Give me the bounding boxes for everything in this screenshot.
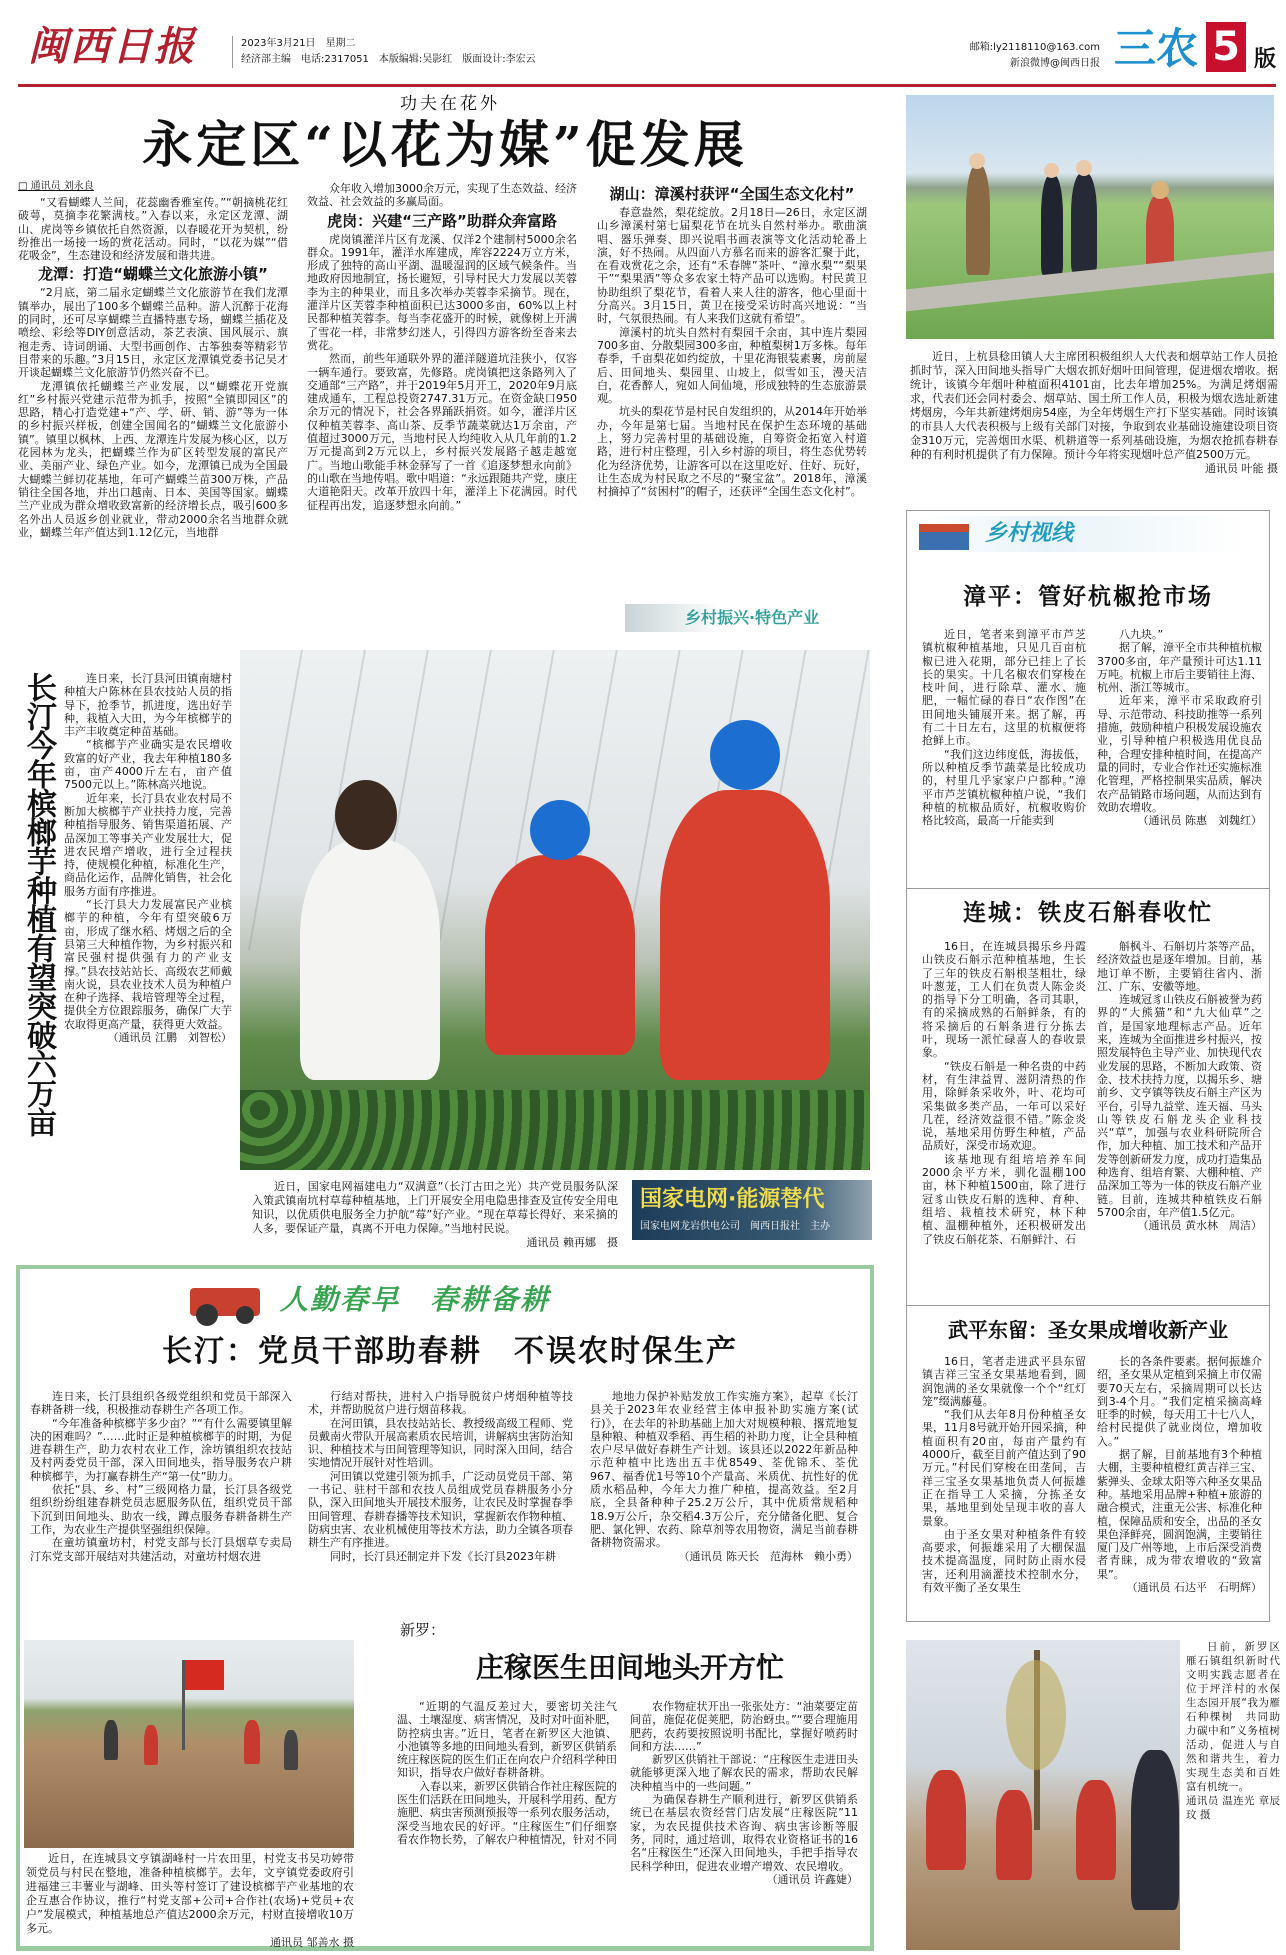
issue-date: 2023年3月21日 星期二 (241, 38, 356, 49)
paragraph: “我们这边纬度低，海拔低，所以种植反季节蔬菜是比较成功的，村里几乎家家户户都种。”漳平市芦芝镇杭椒种植户说，“我们种植的杭椒品质好，杭椒收购价格比较高，最高一斤能卖到 (922, 747, 1086, 828)
photo-credit: 通讯员 叶能 摄 (1205, 462, 1278, 475)
email: 邮箱:ly2118110@163.com (969, 42, 1100, 53)
paragraph: 据了解，漳平全市共种植杭椒3700多亩，年产量预计可达1.11万吨。杭椒上市后主要销往上海、杭州、浙江等城市。 (1097, 641, 1262, 695)
paragraph: “今年准备种槟榔芋多少亩？”“有什么需要镇里解决的困难吗？”……此时正是种植槟榔芋的时期，为促进春耕生产，助力农村农业工作，涂坊镇组织农技站及村两委党员干部，深入田间地头，指导服务农户耕种槟榔芋，为打赢春耕生产“第一仗”助力。 (30, 1416, 292, 1483)
tobacco-field-photo (906, 95, 1274, 339)
changting-column-2 (308, 1390, 573, 1618)
byline: （通讯员 陈天长 范海林 赖小勇） (678, 1549, 858, 1563)
lead-kicker: 功夫在花外 (400, 94, 500, 114)
page-suffix: 版 (1253, 47, 1276, 72)
tree-planting-photo (906, 1640, 1180, 1950)
tractor-icon (190, 1288, 260, 1316)
lead-column-1 (18, 196, 288, 636)
liancheng-headline: 连城：铁皮石斛春收忙 (963, 899, 1213, 926)
editor-info: 经济部主编 电话:2317051 本版编辑:吴影红 版面设计:李宏云 (241, 54, 536, 65)
zhangping-column-2 (1097, 628, 1262, 883)
photo-credit: 通讯员 赖再娜 摄 (526, 1236, 618, 1249)
byline: （通讯员 江鹏 刘智松） (107, 1031, 232, 1045)
paragraph: 连日来，长汀县组织各级党组织和党员干部深入春耕备耕一线，积极推动春耕生产各项工作。 (30, 1390, 292, 1417)
changting-column-3 (590, 1390, 858, 1618)
byline: （通讯员 石达平 石明辉） (1126, 1581, 1262, 1595)
paragraph: 虎岗镇灌洋片区有龙溪、仅洋2个建制村5000余名群众。1991年，灌洋水库建成，库容2224万立方米，形成了独特的高山平湖、温暖湿润的区域气候条件。当地政府因地制宜，扬长避短，引导村民大力发展以芙蓉李为主的种果业，而且多次举办芙蓉李采摘节。现在，灌洋片区芙蓉李种植面积已达3000多亩，60%以上村民都种植芙蓉李。每当李花盛开的时候，就像树上开满了雪花一样，非常梦幻迷人，引得四方游客纷至沓来去赏花。 (307, 232, 577, 352)
paragraph: 农作物症状开出一张张处方：“油菜要定苗间苗，施促花促荚肥，防治蚜虫。”“要合理施用肥药，农药要按照说明书配比，掌握好喷药时间和方法……” (630, 1700, 858, 1753)
paragraph: “近期的气温反差过大，要密切关注气温、土壤湿度、病害情况，及时对叶面补肥，防控病虫害。”近日，笔者在新罗区大池镇、小池镇等多地的田间地头看到，新罗区供销系统庄稼医院的医生们正在向农户介绍科学种田知识，指导农户做好春耕备耕。 (397, 1700, 617, 1780)
spring-banner (180, 1278, 600, 1322)
page-number: 5 (1206, 22, 1246, 72)
liancheng-column-1 (922, 940, 1086, 1298)
paragraph: 16日，笔者走进武平县东留镇吉祥三宝圣女果基地看到，圆润饱满的圣女果就像一个个“红灯笼”缀满藤蔓。 (922, 1355, 1086, 1408)
paragraph: 八九块。” (1119, 628, 1164, 641)
xinluo-kicker: 新罗： (400, 1621, 446, 1639)
divider (906, 1305, 1270, 1306)
paragraph: 近年来，长汀县农业农村局不断加大槟榔芋产业扶持力度，完善种植指导服务、销售渠道拓展、产品深加工等事关产业发展壮大，促进农民增产增收，进行全过程扶持，使规模化种植，标准化生产，商品化运作，品牌化销售，社会化服务方面有序推进。 (64, 791, 232, 898)
rural-view-banner (915, 516, 1245, 552)
paragraph: 然而，前些年通联外界的灌洋隧道坑洼狭小，仅容一辆车通行。要致富，先修路。虎岗镇把这条路列入了交通部“三产路”，并于2019年5月开工，2020年9月底建成通车，工程总投资2747.31万元。在资金缺口950余万元的情况下，社会各界踊跃捐资。如今，灌洋片区仅种植芙蓉李、高山茶、反季节蔬菜就达1万余亩，产值超过3000万元，当地村民人均纯收入从几年前的1.2万元提高到2万元以上，乡村振兴发展路子越走越宽广。当地山歌能手林金驿写了一首《追逐梦想永向前》的山歌在当地传唱。歌中唱道：“永远跟随共产党，康庄大道艳阳天。改革开放四十年，灌洋上下花满园。时代征程再出发，追逐梦想永向前。” (307, 352, 577, 512)
paragraph: 斛枫斗、石斛切片茶等产品，经济效益也是逐年增加。目前，基地订单不断，主要销往省内、浙江、广东、安徽等地。 (1097, 940, 1262, 993)
caption-text: 近日，国家电网福建电力“双满意”（长汀古田之光）共产党员服务队深入策武镇南坑村草莓种植基地，上门开展安全用电隐患排查及宣传安全用电知识，以优质供电服务全力护航“莓”好产业。“现在草莓长得好、来采摘的人多，要保证产量，真离不开电力保障。”当地村民说。 (252, 1180, 618, 1235)
xinluo-column-2 (630, 1700, 858, 1944)
xinluo-headline: 庄稼医生田间地头开方忙 (475, 1651, 784, 1684)
party-flag-icon (184, 1660, 224, 1690)
taro-headline: 长汀今年槟榔芋种植有望突破六万亩 (21, 672, 56, 1136)
house-icon (919, 524, 969, 550)
section-header (970, 22, 1276, 72)
banner-text: 人勤春早 春耕备耕 (280, 1283, 551, 1316)
paragraph: “槟榔芋产业确实是农民增收致富的好产业，我去年种植180多亩，亩产4000斤左右，亩产值7500元以上。”陈林高兴地说。 (64, 738, 232, 792)
strawberry-photo-caption (252, 1180, 618, 1250)
taro-article (18, 672, 232, 1262)
caption-text: 近日，上杭县稔田镇人大主席团积极组织人大代表和烟草站工作人员抢抓时节，深入田间地头指导广大烟农抓好烟叶田间管理，促进烟农增收。据统计，该镇今年烟叶种植面积4101亩，比去年增加25%。为满足烤烟需求，代表们还会同村委会、烟草站、国土所工作人员，积极为烟农选址新建烤烟房，今年共新建烤烟房54座，为全年烤烟生产打下坚实基础。同时该镇的市县人大代表积极与上级有关部门对接，争取到农业基础设施建设项目资金310万元，完善烟田水渠、机耕道等一系列基础设施，为烟农抢抓春耕春种的有利时机提供了有力保障。预计今年将实现烟叶总产值2500万元。 (910, 350, 1278, 461)
paragraph: “又看蝴蝶人兰间，花蕊幽香雅室传。”“朝摘桃花红破萼，莫摘李花繁满枝。”入春以来，永定区龙潭、湖山、虎岗等乡镇依托自然资源，以春暖花开为契机，纷纷推出一场接一场的赏花活动。同时，“以花为媒”“借花吸金”，生态建设和经济发展和谐共进。 (18, 196, 288, 263)
lead-column-3 (597, 182, 867, 600)
ad-title: 国家电网·能源替代 (640, 1187, 825, 1212)
paragraph: 河田镇以党建引领为抓手，广泛动员党员干部、第一书记、驻村干部和农技人员组成党员春耕服务小分队，深入田间地头开展技术服务，让农民及时掌握春季田间管理、春耕春播等技术知识，掌握新农作物种植、防病虫害、农业机械使用等技术方法，助力全镇各项春耕生产有序推进。 (308, 1469, 573, 1550)
wuping-headline: 武平东留：圣女果成增收新产业 (948, 1318, 1228, 1342)
banner-text: 乡村视线 (985, 521, 1074, 546)
tobacco-photo-caption (910, 350, 1278, 476)
wuping-column-1 (922, 1355, 1086, 1617)
photo-credit: 通讯员 温连光 章辰玟 摄 (1186, 1795, 1280, 1821)
masthead-rule (18, 84, 1276, 87)
lead-column-2 (307, 182, 577, 636)
paragraph: “长汀县大力发展富民产业槟榔芋的种植，今年有望突破6万亩，形成了继水稻、烤烟之后的全县第三大种植作物，为乡村振兴和富民强村提供强有力的产业支撑。”县农技站站长、高级农艺师戴南火说，县农业技术人员为种植户在种子选择、栽培管理等全过程，提供全方位跟踪服务，确保广大芋农取得更高产量，获得更大效益。 (64, 898, 232, 1031)
column-label (625, 604, 865, 632)
paragraph: 新罗区供销社干部说：“庄稼医生走进田头就能够更深入地了解农民的需求，帮助农民解决种植当中的一些问题。” (630, 1753, 858, 1793)
liancheng-column-2 (1097, 940, 1262, 1298)
issue-info (232, 36, 536, 68)
divider (906, 888, 1270, 889)
tree-photo-caption (1186, 1640, 1280, 1822)
column-label-text: 乡村振兴·特色产业 (685, 608, 820, 627)
paragraph: 龙潭镇依托蝴蝶兰产业发展，以“蝴蝶花开党旗红”乡村振兴党建示范带为抓手，按照“全镇即园区”的思路，精心打造党建+“产、学、研、销、游”等为一体的乡村振兴样板，创建全国闻名的“蝴蝶兰文化旅游小镇”。镇里以枫林、上西、龙潭连片发展为核心区，以万花园林为龙头，把蝴蝶兰作为矿区转型发展的富民产业、美丽产业、绿色产业。如今，龙潭镇已成为全国最大蝴蝶兰鲜切花基地，年可产蝴蝶兰苗300万株，产品销往全国各地，并出口越南、日本、美国等国家。蝴蝶兰产业成为群众增收致富新的经济增长点，吸引600多名外出人员返乡创业就业，带动2000余名当地群众就业，蝴蝶兰年产值达到1.12亿元，当地群 (18, 379, 288, 539)
paragraph: 为确保春耕生产顺利进行，新罗区供销系统已在基层农资经营门店发展“庄稼医院”11家，为农民提供技术咨询、病虫害诊断等服务，同时，通过培训，取得农业资格证书的16名“庄稼医生”还深入田间地头，手把手指导农民科学种田，促进农业增产增效、农民增收。 (630, 1793, 858, 1873)
zhangping-headline: 漳平：管好杭椒抢市场 (963, 583, 1213, 610)
xinluo-column-1 (397, 1700, 617, 1944)
paragraph: 漳溪村的坑头自然村有梨园千余亩，其中连片梨园700多亩、分散梨园300多亩，种植梨树1万多株。每年春季，千亩梨花如约绽放，十里花海银装素裹，房前屋后、田间地头、梨园里、山坡上，似雪如玉，漫天洁白，花香醉人，宛如人间仙境，形成独特的生态旅游景观。 (597, 325, 867, 406)
contact-info (970, 40, 1100, 72)
subheading: 湖山：漳溪村获评“全国生态文化村” (609, 185, 855, 203)
section-name: 三农 (1113, 24, 1198, 73)
paragraph: 在童坊镇童坊村，村党支部与长汀县烟草专卖局汀东党支部开展结对共建活动，对童坊村烟农进 (30, 1536, 292, 1563)
subheading: 虎岗：兴建“三产路”助群众奔富路 (327, 211, 557, 230)
caption-text: 日前，新罗区雁石镇组织新时代文明实践志愿者在位于坪洋村的水保生态园开展“我为雁石种棵树 共同助力碳中和”义务植树活动，促进人与自然和谐共生，着力实现生态美和百姓富有机统一。 (1186, 1641, 1280, 1793)
changting-headline: 长汀：党员干部助春耕 不误农时保生产 (162, 1334, 738, 1369)
paragraph: 坑头的梨花节是村民自发组织的，从2014年开始举办，今年是第七届。当地村民在保护生态环境的基础上，努力完善村里的基础设施，自筹资金拓宽入村道路，进行村庄整理，引入乡村游的项目，将生态优势转化为经济优势，让游客可以在这里吃好、住好、玩好，让生态成为村民取之不尽的“聚宝盆”。2018年，漳溪村摘掉了“贫困村”的帽子，还获评“全国生态文化村”。 (597, 405, 867, 499)
paragraph: 地地力保护补贴发放工作实施方案》，起草《长汀县关于2023年农业经营主体申报补助实施方案(试行)》，在去年的补助基础上加大对规模种粮、撂荒地复垦种粮、种植双季稻、再生稻的补助力度，让全县种植农户尽早做好春耕生产计划。该县还以2022年新品种示范种植中比选出五丰优8549、荃优锦禾、荃优967、福香优1号等10个产量高、米质优、抗性好的优质水稻品种，今年大力推广种植，提高效益。至2月底，全县备种种子25.2万公斤，其中优质常规稻种18.9万公斤，杂交稻4.3万公斤，充分储备化肥、复合肥、氯化钾、农药、除草剂等农用物资，满足当前春耕备耕物资需求。 (590, 1390, 858, 1550)
newspaper-logo: 闽西日报 (28, 23, 196, 70)
paragraph: 据了解，目前基地有3个种植大棚，主要种植橙红黄吉祥三宝、紫弹头、金球太阳等六种圣女果品种。基地采用品牌+种植+旅游的融合模式，注重无公害、标准化种植，保障品质和安全，出品的圣女果色泽鲜亮，圆润饱满，主要销往厦门及广州等地，上市后深受消费者青睐，成为带农增收的“致富果”。 (1097, 1448, 1262, 1581)
paragraph: 连日来，长汀县河田镇南塘村种植大户陈林在县农技站人员的指导下，抢季节，抓进度，选出好芋种，栽植入大田，为今年槟榔芋的丰产丰收奠定种苗基础。 (64, 672, 232, 739)
paragraph: 由于圣女果对种植条件有较高要求，何振雄采用了大棚保温技术提高温度，同时防止雨水侵害，还利用滴灌技术控制水分，有效平衡了圣女果生 (922, 1527, 1086, 1595)
lead-byline: □ 通讯员 刘永良 (18, 181, 94, 192)
byline: （通讯员 陈惠 刘魏红） (1137, 814, 1262, 828)
photo-credit: 通讯员 邹善水 摄 (270, 1936, 354, 1949)
byline: （通讯员 许鑫婕） (766, 1872, 858, 1886)
state-grid-ad[interactable] (632, 1180, 872, 1240)
subheading: 龙潭：打造“蝴蝶兰文化旅游小镇” (38, 265, 268, 284)
paragraph: “铁皮石斛是一种名贵的中药材，有生津益胃、滋阴清热的作用，除鲜条采收外，叶、花均可采集做多类产品，一年可以采好几茬，经济效益很不错。”陈金炎说，基地采用仿野生种植，产品品质好，深受市场欢迎。 (922, 1059, 1086, 1153)
taro-field-photo (24, 1640, 354, 1848)
caption-text: 近日，在连城县文亨镇湖峰村一片农田里，村党支书吴功婷带领党员与村民在整地，准备种植槟榔芋。去年，文亨镇党委政府引进福建三丰薯业与湖峰、田头等村签订了建设槟榔芋产业基地的农企互惠合作协议，推行“村党支部+公司+合作社(农场)+党员+农户”发展模式，种植基地总产值达2000余万元，村财直接增收10万多元。 (26, 1852, 354, 1935)
paragraph: 16日，在连城县揭乐乡丹霞山铁皮石斛示范种植基地，生长了三年的铁皮石斛根茎粗壮，绿叶葱茏，工人们在负责人陈金炎的指导下分工明确，各司其职，有的采摘成熟的石斛鲜条，有的将采摘后的石斛条进行分拣去叶，现场一派忙碌喜人的春收景象。 (922, 940, 1086, 1060)
paragraph: 春意盎然，梨花绽放。2月18日—26日，永定区湖山乡漳溪村第七届梨花节在坑头自然村举办。歌曲演唱、器乐弹奏、即兴说唱书画表演等文化活动轮番上演，好不热闹。从四面八方慕名而来的游客汇聚于此，在看戏赏花之余，还有“禾春牌”茶叶、“漳水梨”“梨果干”“梨果酒”等众多农家土特产品可以选购。村民黄卫协助组织了梨花节，看着人来人往的游客，他心里面十分高兴。3月15日，黄卫在接受采访时高兴地说：“当时，气氛很热闹。有人来我们这就有希望”。 (597, 206, 867, 326)
paragraph: 长的各条件要素。据何振雄介绍，圣女果从定植到采摘上市仅需要70天左右，采摘周期可以长达到3-4个月。“我们定植采摘高峰旺季的时候，每天用工十七八人，给村民提供了就业岗位，增加收入。” (1097, 1355, 1262, 1448)
weibo: 新浪微博@闽西日报 (1009, 58, 1100, 69)
ad-sponsors: 国家电网龙岩供电公司 闽西日报社 主办 (640, 1221, 830, 1232)
paragraph: 入春以来，新罗区供销合作社庄稼医院的医生们活跃在田间地头，开展科学用药、配方施肥、病虫害预测预报等一系列农服务活动，深受当地农民的好评。“庄稼医生”们仔细察看农作物长势，了解农户种植情况，针对不同 (397, 1779, 617, 1846)
byline: （通讯员 黄水林 周洁） (1137, 1219, 1262, 1233)
paragraph: “2月底，第二届永定蝴蝶兰文化旅游节在我们龙潭镇举办，展出了100多个蝴蝶兰品种。游人沉醉于花海的同时，还可尽享蝴蝶兰直播特惠专场，蝴蝶兰插花及喷绘、彩绘等DIY创意活动，茶艺表演、国风展示、旗袍走秀、诗词朗诵、大型书画创作、古筝独奏等精彩节目带来的乐趣。”3月15日，永定区龙潭镇党委书记吴才开谈起蝴蝶兰文化旅游节仍然兴奋不已。 (18, 286, 288, 380)
lead-headline: 永定区“以花为媒”促发展 (142, 115, 748, 174)
paragraph: 近日，笔者来到漳平市芦芝镇杭椒种植基地，只见几百亩杭椒已进入花期，部分已挂上了长长的果实。十几名椒农们穿梭在枝叶间，进行除草、灌水、施肥，一幅忙碌的春日“农作图”在田间地头铺展开来。据了解，再有二十日左右，这里的杭椒便将抢鲜上市。 (922, 628, 1086, 748)
paragraph: 众年收入增加3000余万元，实现了生态效益、经济效益、社会效益的多赢局面。 (307, 182, 577, 209)
strawberry-greenhouse-photo (240, 650, 870, 1170)
paragraph: 依托“县、乡、村”三级网格力量，长汀县各级党组织纷纷组建春耕党员志愿服务队伍，组织党员干部下沉到田间地头、助农一线，蹲点服务春耕备耕生产工作，为农业生产提供坚强组织保障。 (30, 1483, 292, 1536)
paragraph: 近年来，漳平市采取政府引导、示范带动、科技助推等一系列措施，鼓励种植户积极发展设施农业，引导种植户积极选用优良品种，合理安排种植时间，在提高产量的同时，专业合作社还实施标准化管理，严格控制果实品质，解决农产品销路市场问题，从而达到有效助农增收。 (1097, 694, 1262, 814)
changting-column-1 (30, 1390, 292, 1618)
zhangping-column-1 (922, 628, 1086, 883)
paragraph: 在河田镇，县农技站站长、教授级高级工程师、党员戴南火带队开展高素质农民培训，讲解病虫害防治知识、种植技术与田间管理等知识，同时深入田间，结合实地情况开展针对性培训。 (308, 1416, 573, 1470)
paragraph: 行结对帮扶，进村入户指导脱贫户烤烟种植等技术，并帮助脱贫户进行烟苗移栽。 (308, 1390, 573, 1417)
wuping-column-2 (1097, 1355, 1262, 1617)
paragraph: 该基地现有组培培养车间2000余平方米，驯化温棚100亩，林下种植1500亩，除了进行冠豸山铁皮石斛的选种、育种、组培、栽植技术研究，林下种植、温棚种植外，还积极研发出了铁皮石斛花茶、石斛鲜汁、石 (922, 1152, 1086, 1246)
paragraph: “我们从去年8月份种植圣女果，11月8号就开始开园采摘，种植面积有20亩，每亩产量约有4000斤，截至目前产值达到了90万元。”村民们穿梭在田垄间，吉祥三宝圣女果基地负责人何振雄正在指导工人采摘，分拣圣女果，基地里到处呈现丰收的喜人景象。 (922, 1408, 1086, 1528)
taro-photo-caption (26, 1852, 354, 1950)
paragraph: 连城冠豸山铁皮石斛被誉为药界的“大熊猫”和“九大仙草”之首，是国家地理标志产品。近年来，连城为全面推进乡村振兴，按照发展特色主导产业、加快现代农业发展的思路，不断加大政策、资金、技术扶持力度，以揭乐乡、塘前乡、文亨镇等铁皮石斛主产区为平台，引导九益堂、连天福、马头山等铁皮石斛龙头企业科技兴“草”，加强与农业科研院所合作，加大种植、加工技术和产品开发等创新研发力度，成功打造集品种选育、组培育繁、大棚种植、产品深加工等为一体的铁皮石斛产业链。目前，连城共种植铁皮石斛5700余亩，年产值1.5亿元。 (1097, 993, 1262, 1219)
paragraph: 同时，长汀县还制定并下发《长汀县2023年耕 (330, 1549, 556, 1563)
